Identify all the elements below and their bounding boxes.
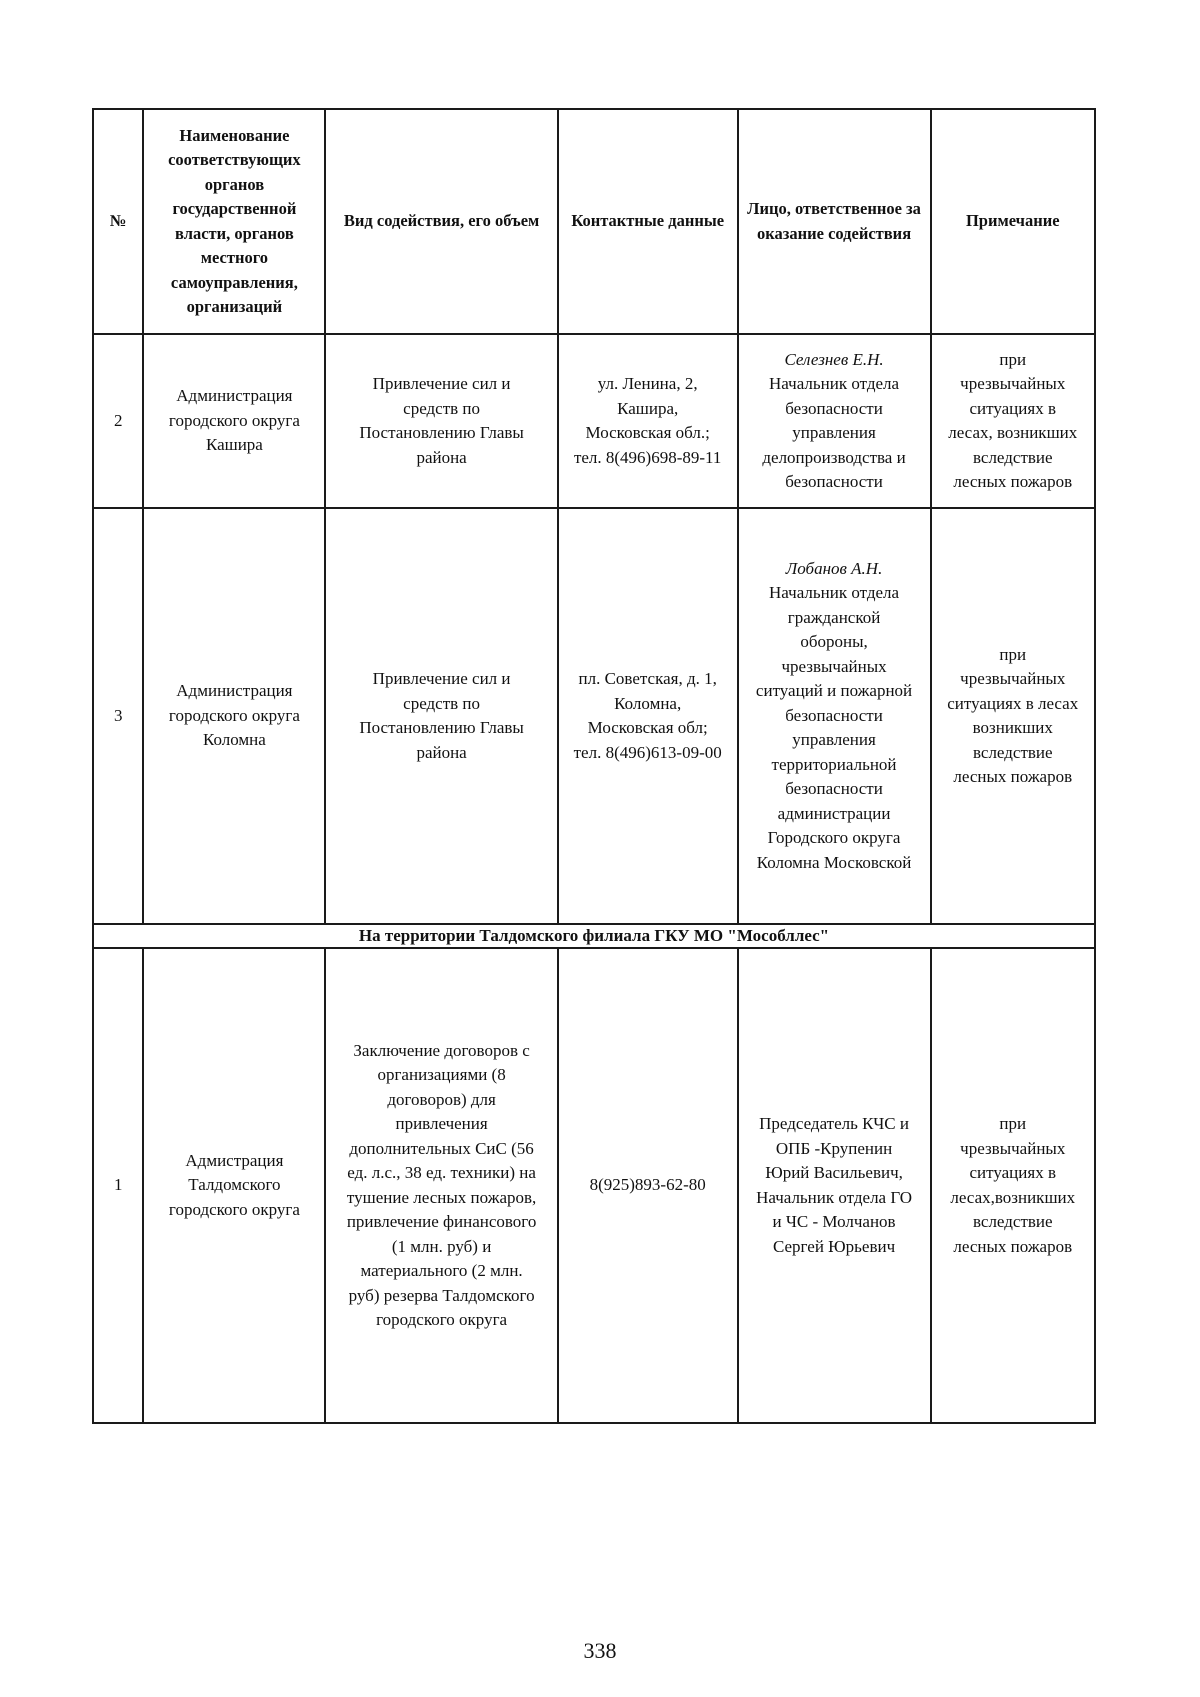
table-header-row	[93, 109, 1095, 334]
section-header-row	[93, 924, 1095, 948]
note-cell: при чрезвычайных ситуациях в лесах,возникших вследствие лесных пожаров	[931, 948, 1095, 1423]
person-name: Лобанов А.Н.	[785, 558, 883, 578]
note-cell: при чрезвычайных ситуациях в лесах, возникших вследствие лесных пожаров	[931, 334, 1095, 508]
section-title: На территории Талдомского филиала ГКУ МО "Мособллес"	[93, 924, 1095, 948]
row-number: 1	[93, 948, 143, 1423]
contact-cell: пл. Советская, д. 1, Коломна, Московская обл; тел. 8(496)613-09-00	[558, 508, 738, 924]
row-number: 2	[93, 334, 143, 508]
header-number: №	[93, 109, 143, 334]
header-organization: Наименование соответствующих органов государственной власти, органов местного самоуправления, организаций	[143, 109, 325, 334]
contact-cell: 8(925)893-62-80	[558, 948, 738, 1423]
page-number: 338	[583, 1638, 617, 1663]
table-row	[93, 948, 1095, 1423]
person-role: Начальник отдела гражданской обороны, чрезвычайных ситуаций и пожарной безопасности управления территориальной безопасности администрации Городского округа Коломна Московской	[755, 583, 913, 872]
responsible-person-cell: Председатель КЧС и ОПБ -Крупенин Юрий Васильевич, Начальник отдела ГО и ЧС - Молчанов Сергей Юрьевич	[738, 948, 931, 1423]
organization-cell: Администрация городского округа Коломна	[143, 508, 325, 924]
assistance-table	[92, 108, 1096, 1424]
responsible-person-cell	[738, 334, 931, 508]
table-row	[93, 334, 1095, 508]
contact-cell: ул. Ленина, 2, Кашира, Московская обл.; тел. 8(496)698-89-11	[558, 334, 738, 508]
note-cell: при чрезвычайных ситуациях в лесах возникших вследствие лесных пожаров	[931, 508, 1095, 924]
person-name: Селезнев Е.Н.	[784, 349, 884, 369]
organization-cell: Адмистрация Талдомского городского округа	[143, 948, 325, 1423]
header-contacts: Контактные данные	[558, 109, 738, 334]
header-responsible-person: Лицо, ответственное за оказание содействия	[738, 109, 931, 334]
row-number: 3	[93, 508, 143, 924]
assistance-cell: Привлечение сил и средств по Постановлению Главы района	[325, 334, 557, 508]
header-note: Примечание	[931, 109, 1095, 334]
assistance-cell: Заключение договоров с организациями (8 договоров) для привлечения дополнительных СиС (56 ед. л.с., 38 ед. техники) на тушение лесных пожаров, привлечение финансового (1 млн. руб) и материального (2 млн. руб) резерва Талдомского городского округа	[325, 948, 557, 1423]
assistance-cell: Привлечение сил и средств по Постановлению Главы района	[325, 508, 557, 924]
header-assistance-type: Вид содействия, его объем	[325, 109, 557, 334]
person-role: Начальник отдела безопасности управления делопроизводства и безопасности	[762, 374, 906, 491]
organization-cell: Администрация городского округа Кашира	[143, 334, 325, 508]
table-row	[93, 508, 1095, 924]
responsible-person-cell	[738, 508, 931, 924]
